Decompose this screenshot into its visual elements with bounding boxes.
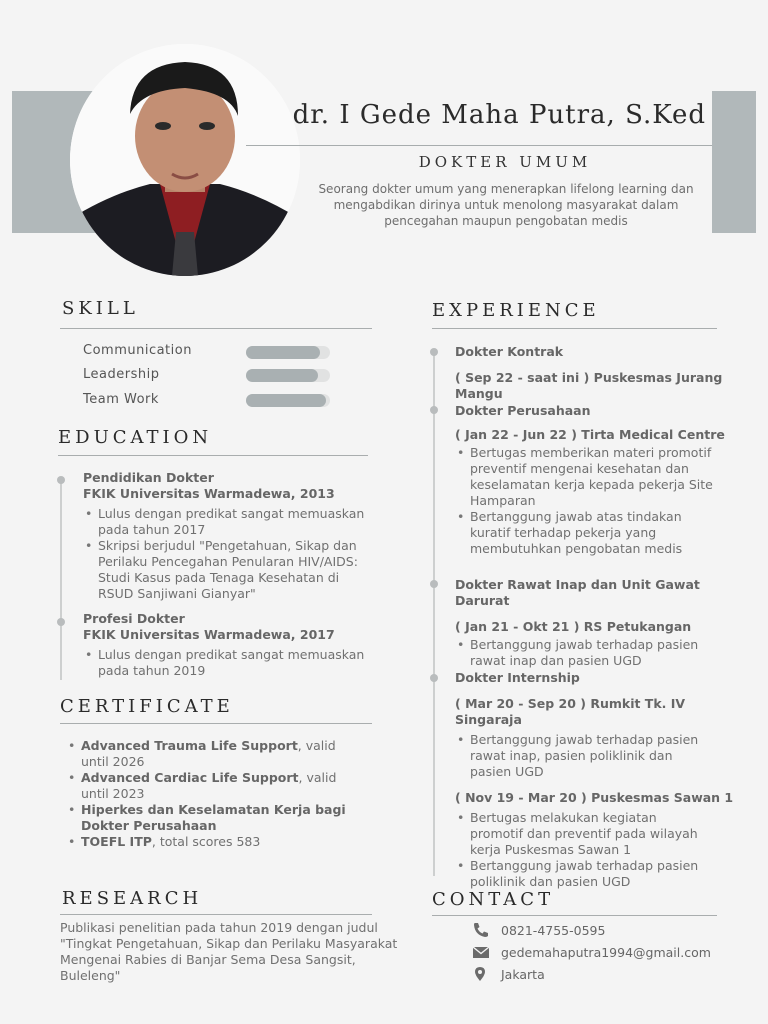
education-timeline [60, 480, 62, 680]
list-item: • Skripsi berjudul "Pengetahuan, Sikap dan Perilaku Pencegahan Penularan HIV/AIDS: Studi Kasus pada Tenaga Kesehatan di RSUD Sanjiwani Gianyar" [83, 538, 373, 602]
list-item: • Bertugas melakukan kegiatan promotif dan preventif pada wilayah kerja Puskesmas Sawan 1 [455, 810, 705, 858]
skill-bar-fill [246, 369, 318, 382]
job-position: Dokter Internship [455, 670, 580, 685]
list-item [66, 770, 356, 802]
job-period: ( Nov 19 - Mar 20 ) Puskesmas Sawan 1 [455, 790, 734, 805]
list-item: • Lulus dengan predikat sangat memuaskan pada tahun 2017 [83, 506, 373, 538]
job-period: ( Jan 21 - Okt 21 ) RS Petukangan [455, 619, 692, 634]
timeline-dot [57, 618, 65, 626]
experience-entry [455, 670, 755, 890]
certificate-name: Advanced Trauma Life Support [81, 738, 298, 753]
list-item [66, 834, 356, 850]
contact-divider [432, 915, 717, 916]
education-school: FKIK Universitas Warmadewa, 2017 [83, 627, 335, 642]
certificate-divider [60, 723, 372, 724]
phone-number: 0821-4755-0595 [501, 922, 606, 938]
education-divider [58, 455, 368, 456]
timeline-dot [430, 580, 438, 588]
education-entry [83, 470, 373, 602]
skill-bar [246, 369, 330, 382]
experience-timeline [433, 352, 435, 876]
timeline-dot [57, 476, 65, 484]
phone-icon [472, 922, 490, 938]
contact-email[interactable] [472, 944, 711, 960]
profile-summary: Seorang dokter umum yang menerapkan lifelong learning dan mengabdikan dirinya untuk menolong masyarakat dalam pencegahan maupun pengobatan medis [318, 182, 694, 228]
experience-entry [455, 577, 755, 669]
skill-bar [246, 394, 330, 407]
envelope-icon [472, 944, 490, 960]
timeline-dot [430, 348, 438, 356]
certificate-heading: CERTIFICATE [60, 696, 234, 717]
header-divider [246, 145, 712, 146]
research-divider [60, 914, 372, 915]
contact-heading: CONTACT [432, 889, 555, 910]
education-entry [83, 611, 373, 679]
job-period: ( Jan 22 - Jun 22 ) Tirta Medical Centre [455, 427, 725, 442]
certificate-name: Hiperkes dan Keselamatan Kerja bagi Dokter Perusahaan [81, 802, 346, 833]
job-bullets [455, 637, 715, 669]
header-band-right [712, 91, 756, 233]
location-text: Jakarta [501, 966, 545, 982]
list-item: • Bertanggung jawab terhadap pasien poliklinik dan pasien UGD [455, 858, 705, 890]
skill-label: Team Work [83, 392, 159, 407]
job-period: ( Sep 22 - saat ini ) Puskesmas Jurang Mangu [455, 370, 723, 401]
timeline-dot [430, 406, 438, 414]
location-pin-icon [472, 966, 490, 982]
list-item: • Bertanggung jawab terhadap pasien rawat inap, pasien poliklinik dan pasien UGD [455, 732, 705, 780]
education-school: FKIK Universitas Warmadewa, 2013 [83, 486, 335, 501]
skill-label: Communication [83, 343, 192, 358]
list-item: • Bertanggung jawab terhadap pasien rawat inap dan pasien UGD [455, 637, 715, 669]
skill-divider [60, 328, 372, 329]
list-item [66, 802, 356, 834]
list-item: • Bertanggung jawab atas tindakan kuratif terhadap pekerja yang membutuhkan pengobatan medis [455, 509, 715, 557]
education-degree: Profesi Dokter [83, 611, 185, 626]
job-position: Dokter Kontrak [455, 344, 564, 359]
job-bullets [455, 810, 705, 890]
contact-location [472, 966, 545, 982]
research-heading: RESEARCH [62, 888, 203, 909]
job-bullets [455, 732, 705, 780]
experience-entry [455, 403, 755, 557]
education-bullets [83, 506, 373, 602]
job-role: DOKTER UMUM [418, 153, 592, 171]
education-bullets [83, 647, 373, 679]
list-item: • Lulus dengan predikat sangat memuaskan pada tahun 2019 [83, 647, 373, 679]
job-period: ( Mar 20 - Sep 20 ) Rumkit Tk. IV Singaraja [455, 696, 686, 727]
experience-divider [432, 328, 717, 329]
experience-entry [455, 344, 755, 402]
certificate-list [66, 738, 356, 850]
profile-photo [70, 44, 300, 276]
skill-label: Leadership [83, 367, 160, 382]
experience-heading: EXPERIENCE [432, 300, 600, 321]
job-position: Dokter Rawat Inap dan Unit Gawat Darurat [455, 577, 700, 608]
skill-heading: SKILL [62, 298, 139, 319]
skill-bar-fill [246, 346, 320, 359]
timeline-dot [430, 674, 438, 682]
job-bullets [455, 445, 715, 557]
email-address: gedemahaputra1994@gmail.com [501, 944, 711, 960]
education-degree: Pendidikan Dokter [83, 470, 214, 485]
skill-bar-fill [246, 394, 326, 407]
certificate-detail: , total scores 583 [151, 834, 261, 849]
full-name: dr. I Gede Maha Putra, S.Ked [292, 100, 706, 130]
skill-bar [246, 346, 330, 359]
list-item [66, 738, 356, 770]
contact-phone[interactable] [472, 922, 605, 938]
certificate-name: Advanced Cardiac Life Support [81, 770, 299, 785]
certificate-name: TOEFL ITP [81, 834, 152, 849]
research-text: Publikasi penelitian pada tahun 2019 dengan judul "Tingkat Pengetahuan, Sikap dan Perilaku Masyarakat Mengenai Rabies di Banjar Sema Desa Sangsit, Buleleng" [60, 920, 398, 983]
list-item: • Bertugas memberikan materi promotif preventif mengenai kesehatan dan keselamatan kerja kepada pekerja Site Hamparan [455, 445, 715, 509]
education-heading: EDUCATION [58, 427, 213, 448]
certificate-detail: , valid until 2023 [81, 770, 337, 801]
portrait-illustration [70, 44, 300, 276]
job-position: Dokter Perusahaan [455, 403, 591, 418]
certificate-detail: , valid until 2026 [81, 738, 336, 769]
